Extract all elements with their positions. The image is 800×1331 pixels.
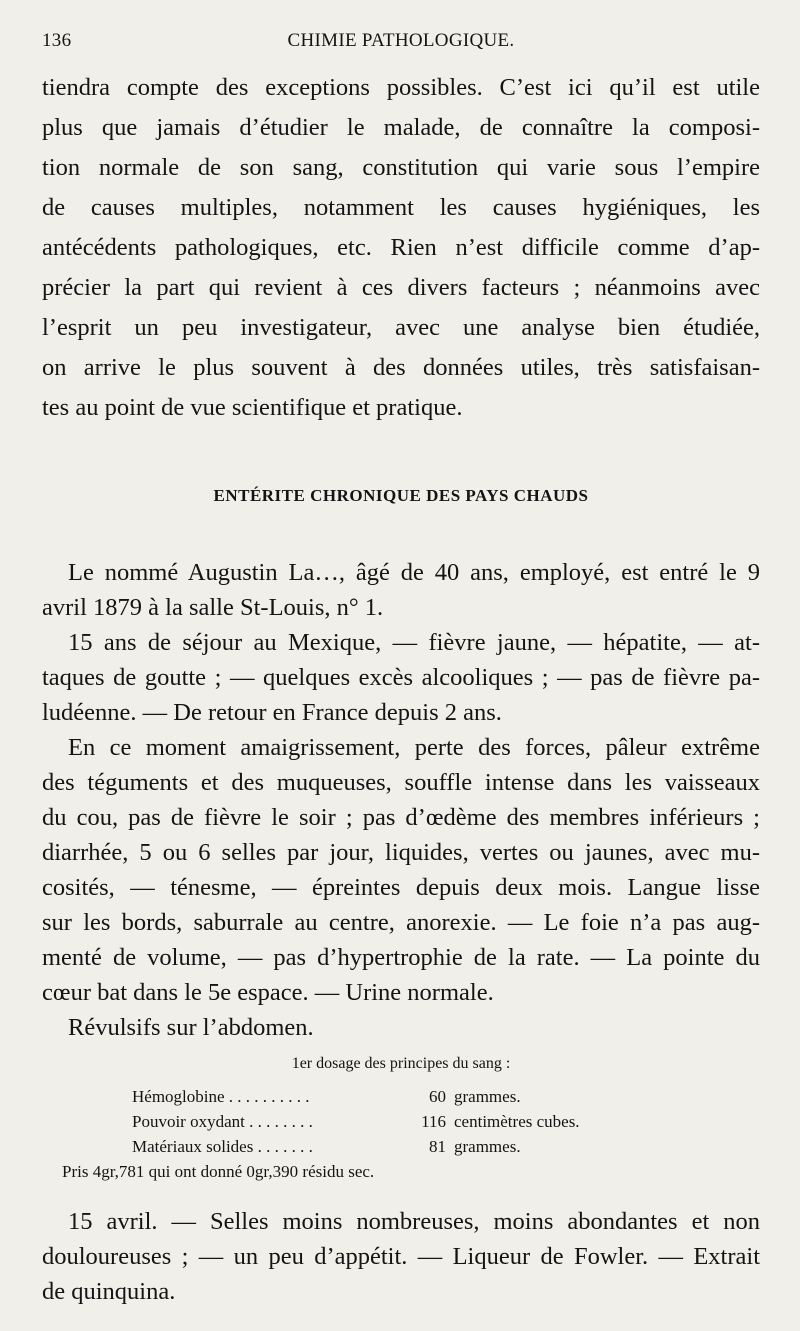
text-line: cosités, — ténesme, — épreintes depuis deux mois. Langue lisse [42, 874, 760, 901]
text-line: 15 avril. — Selles moins nombreuses, moins abondantes et non [68, 1208, 760, 1235]
text-line: diarrhée, 5 ou 6 selles par jour, liquides, vertes ou jaunes, avec mu- [42, 839, 760, 866]
dosage-row-value: 116 [421, 1112, 446, 1131]
text-line: ludéenne. — De retour en France depuis 2 ans. [42, 699, 502, 726]
dosage-row [132, 1085, 521, 1109]
page-number: 136 [42, 30, 72, 51]
dosage-row-unit: grammes. [454, 1087, 521, 1106]
text-line: douloureuses ; — un peu d’appétit. — Liqueur de Fowler. — Extrait [42, 1243, 760, 1270]
page-header [42, 30, 760, 60]
text-line: des téguments et des muqueuses, souffle intense dans les vaisseaux [42, 769, 760, 796]
text-line: Révulsifs sur l’abdomen. [68, 1014, 314, 1041]
dosage-title: 1er dosage des principes du sang : [291, 1055, 511, 1072]
dosage-row-name: Hémoglobine . . . . . . . . . . [132, 1087, 310, 1106]
dosage-row-unit: grammes. [454, 1137, 521, 1156]
text-line: du cou, pas de fièvre le soir ; pas d’œdème des membres inférieurs ; [42, 804, 760, 831]
text-line: menté de volume, — pas d’hypertrophie de la rate. — La pointe du [42, 944, 760, 971]
dosage-note: Pris 4gr,781 qui ont donné 0gr,390 résidu sec. [62, 1162, 375, 1181]
dosage-row-name: Matériaux solides . . . . . . . [132, 1137, 313, 1156]
text-line: sur les bords, saburrale au centre, anorexie. — Le foie n’a pas aug- [42, 909, 760, 936]
text-line: tes au point de vue scientifique et pratique. [42, 394, 463, 421]
text-line: tion normale de son sang, constitution qui varie sous l’empire [42, 154, 760, 181]
text-line: antécédents pathologiques, etc. Rien n’est difficile comme d’ap- [42, 234, 760, 261]
text-line: on arrive le plus souvent à des données utiles, très satisfaisan- [42, 354, 760, 381]
dosage-row-value: 60 [429, 1087, 446, 1106]
dosage-row-name: Pouvoir oxydant . . . . . . . . [132, 1112, 313, 1131]
dosage-row [132, 1135, 521, 1159]
text-line: précier la part qui revient à ces divers facteurs ; néanmoins avec [42, 274, 760, 301]
text-line: 15 ans de séjour au Mexique, — fièvre jaune, — hépatite, — at- [68, 629, 760, 656]
text-line: avril 1879 à la salle St-Louis, n° 1. [42, 594, 384, 621]
text-line: l’esprit un peu investigateur, avec une analyse bien étudiée, [42, 314, 760, 341]
text-line: plus que jamais d’étudier le malade, de connaître la composi- [42, 114, 760, 141]
section-title: ENTÉRITE CHRONIQUE DES PAYS CHAUDS [213, 486, 589, 505]
text-line: de quinquina. [42, 1278, 176, 1305]
dosage-row [132, 1110, 580, 1134]
text-line: taques de goutte ; — quelques excès alcooliques ; — pas de fièvre pa- [42, 664, 760, 691]
text-line: En ce moment amaigrissement, perte des forces, pâleur extrême [68, 734, 760, 761]
text-line: tiendra compte des exceptions possibles. C’est ici qu’il est utile [42, 74, 760, 101]
text-line: de causes multiples, notamment les causes hygiéniques, les [42, 194, 760, 221]
dosage-row-value: 81 [429, 1137, 446, 1156]
dosage-row-unit: centimètres cubes. [454, 1112, 580, 1131]
running-title: CHIMIE PATHOLOGIQUE. [287, 30, 515, 51]
text-line: Le nommé Augustin La…, âgé de 40 ans, employé, est entré le 9 [68, 559, 760, 586]
text-line: cœur bat dans le 5e espace. — Urine normale. [42, 979, 494, 1006]
